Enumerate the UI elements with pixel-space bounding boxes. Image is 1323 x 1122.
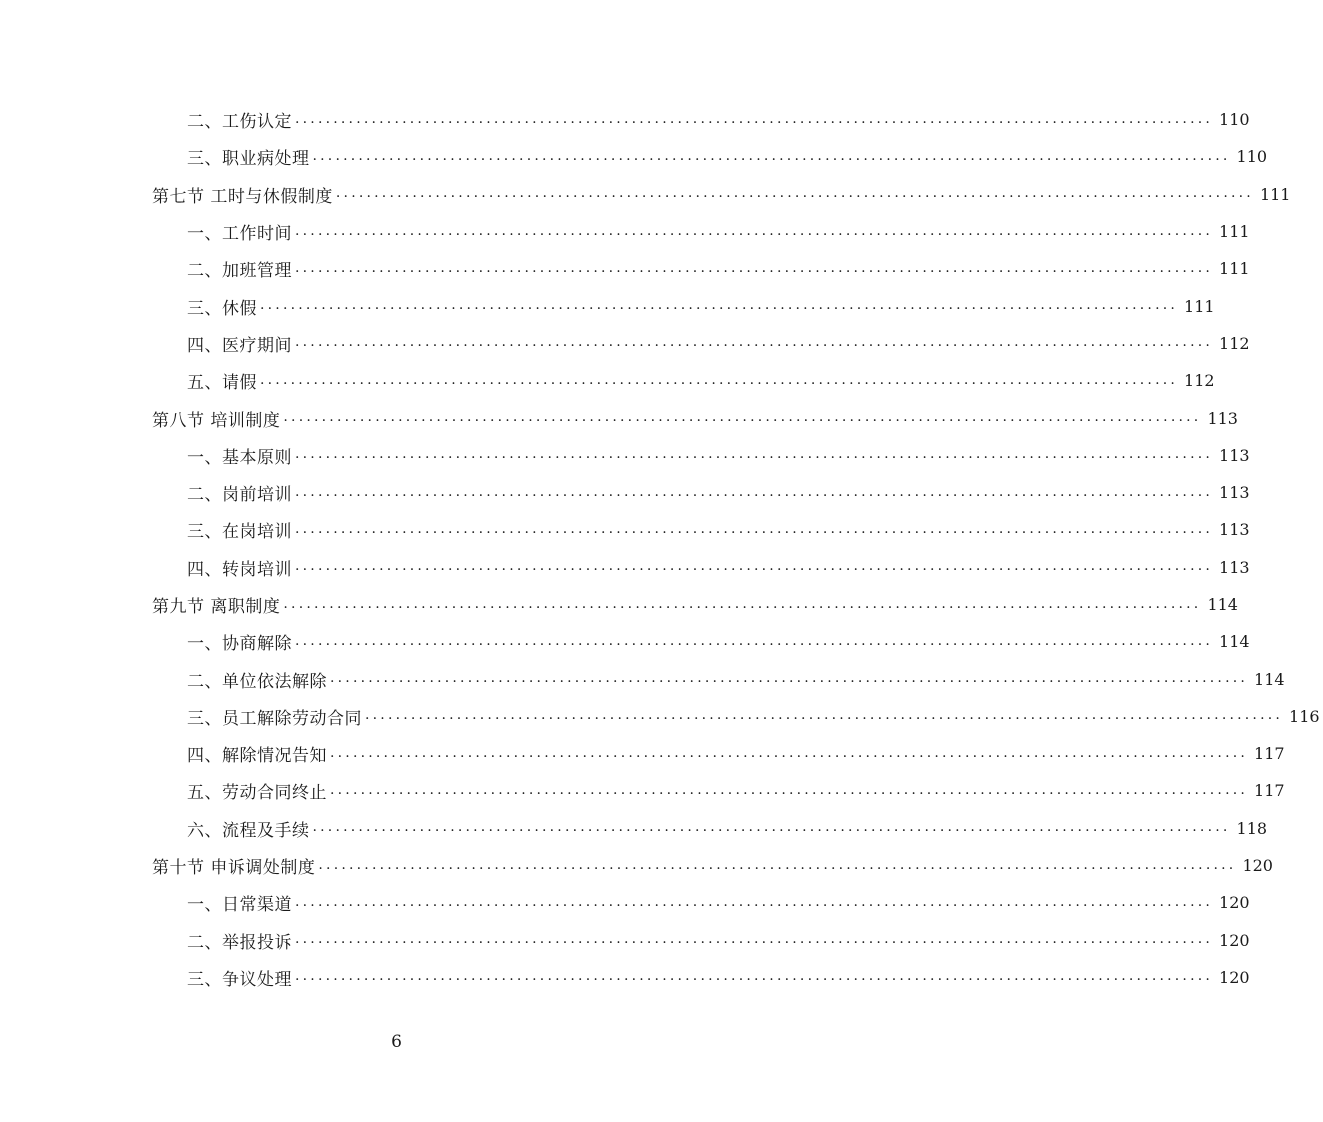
toc-entry-label: 三、争议处理 xyxy=(187,969,292,990)
dot-leader: ........................................................................................................................ xyxy=(295,446,1214,463)
toc-entry-page: 113 xyxy=(1219,557,1250,577)
dot-leader: ........................................................................................................................ xyxy=(295,520,1214,537)
dot-leader: ........................................................................................................................ xyxy=(260,371,1179,388)
toc-entry-label: 一、工作时间 xyxy=(187,224,292,245)
dot-leader: ........................................................................................................................ xyxy=(295,558,1214,575)
toc-section-entry[interactable] xyxy=(0,847,1273,884)
toc-section-label: 第七节 工时与休假制度 xyxy=(152,186,333,207)
toc-entry[interactable] xyxy=(0,474,1250,511)
toc-entry[interactable] xyxy=(0,101,1250,138)
toc-entry-page: 112 xyxy=(1184,371,1215,391)
toc-entry[interactable] xyxy=(0,549,1250,586)
page-number: 6 xyxy=(391,1032,402,1052)
table-of-contents xyxy=(0,101,1320,996)
toc-entry-label: 二、举报投诉 xyxy=(187,932,292,953)
toc-entry-label: 四、转岗培训 xyxy=(187,559,292,580)
toc-entry-page: 112 xyxy=(1219,333,1250,353)
toc-entry-page: 114 xyxy=(1254,669,1285,689)
toc-entry[interactable] xyxy=(0,810,1268,847)
toc-entry-label: 三、员工解除劳动合同 xyxy=(187,708,362,729)
toc-entry[interactable] xyxy=(0,138,1268,175)
toc-entry[interactable] xyxy=(0,660,1285,697)
toc-entry[interactable] xyxy=(0,362,1215,399)
toc-entry-label: 一、日常渠道 xyxy=(187,895,292,916)
toc-entry[interactable] xyxy=(0,698,1320,735)
toc-entry-page: 117 xyxy=(1254,781,1285,801)
toc-entry[interactable] xyxy=(0,623,1250,660)
dot-leader: ........................................................................................................................ xyxy=(295,110,1214,127)
dot-leader: ........................................................................................................................ xyxy=(335,185,1254,202)
dot-leader: ........................................................................................................................ xyxy=(330,670,1249,687)
dot-leader: ........................................................................................................................ xyxy=(283,595,1202,612)
dot-leader: ........................................................................................................................ xyxy=(295,334,1214,351)
toc-entry-page: 118 xyxy=(1236,818,1268,838)
toc-section-label: 第八节 培训制度 xyxy=(152,410,281,431)
dot-leader: ........................................................................................................................ xyxy=(330,744,1249,761)
toc-entry[interactable] xyxy=(0,735,1285,772)
toc-entry[interactable] xyxy=(0,922,1250,959)
toc-entry-label: 三、在岗培训 xyxy=(187,522,292,543)
toc-entry-page: 111 xyxy=(1184,296,1215,316)
dot-leader: ........................................................................................................................ xyxy=(283,409,1202,426)
toc-entry[interactable] xyxy=(0,250,1250,287)
toc-entry-label: 一、协商解除 xyxy=(187,634,292,655)
dot-leader: ........................................................................................................................ xyxy=(295,968,1214,985)
toc-entry-page: 113 xyxy=(1219,445,1250,465)
dot-leader: ........................................................................................................................ xyxy=(295,931,1214,948)
toc-entry-label: 二、单位依法解除 xyxy=(187,671,327,692)
toc-entry-page: 110 xyxy=(1219,110,1250,130)
toc-entry[interactable] xyxy=(0,772,1285,809)
toc-entry-page: 114 xyxy=(1219,632,1250,652)
toc-entry[interactable] xyxy=(0,325,1250,362)
toc-entry-page: 111 xyxy=(1219,259,1250,279)
dot-leader: ........................................................................................................................ xyxy=(295,222,1214,239)
toc-entry-page: 120 xyxy=(1242,856,1273,876)
toc-entry-label: 五、劳动合同终止 xyxy=(187,783,327,804)
dot-leader: ........................................................................................................................ xyxy=(295,483,1214,500)
toc-entry-page: 116 xyxy=(1289,706,1320,726)
toc-section-label: 第九节 离职制度 xyxy=(152,597,281,617)
dot-leader: ........................................................................................................................ xyxy=(312,819,1231,836)
toc-entry[interactable] xyxy=(0,884,1250,921)
dot-leader: ........................................................................................................................ xyxy=(260,297,1179,314)
toc-entry-label: 三、休假 xyxy=(187,298,257,319)
toc-entry-label: 二、工伤认定 xyxy=(187,112,292,133)
toc-entry-label: 二、岗前培训 xyxy=(187,485,292,506)
toc-entry[interactable] xyxy=(0,959,1250,996)
dot-leader: ........................................................................................................................ xyxy=(318,856,1237,873)
toc-entry[interactable] xyxy=(0,287,1215,324)
toc-entry-page: 120 xyxy=(1219,930,1250,950)
dot-leader: ........................................................................................................................ xyxy=(295,893,1214,910)
toc-entry-page: 117 xyxy=(1254,744,1285,764)
toc-section-label: 第十节 申诉调处制度 xyxy=(152,858,316,879)
toc-entry-page: 111 xyxy=(1219,222,1250,242)
toc-entry-page: 113 xyxy=(1219,520,1250,540)
toc-section-entry[interactable] xyxy=(0,176,1291,213)
dot-leader: ........................................................................................................................ xyxy=(295,259,1214,276)
toc-entry-label: 五、请假 xyxy=(187,373,257,394)
toc-entry[interactable] xyxy=(0,213,1250,250)
toc-entry[interactable] xyxy=(0,437,1250,474)
toc-entry-page: 113 xyxy=(1207,408,1238,428)
toc-entry-page: 111 xyxy=(1259,184,1291,204)
dot-leader: ........................................................................................................................ xyxy=(295,632,1214,649)
toc-entry-page: 113 xyxy=(1219,483,1250,503)
toc-entry-label: 六、流程及手续 xyxy=(187,820,310,841)
toc-entry-page: 114 xyxy=(1207,595,1238,614)
dot-leader: ........................................................................................................................ xyxy=(365,707,1284,724)
toc-entry-label: 四、医疗期间 xyxy=(187,335,292,356)
toc-entry-page: 120 xyxy=(1219,893,1250,913)
toc-entry-label: 四、解除情况告知 xyxy=(187,746,327,767)
dot-leader: ........................................................................................................................ xyxy=(312,147,1231,164)
toc-entry-label: 二、加班管理 xyxy=(187,261,292,282)
toc-section-entry[interactable] xyxy=(0,586,1238,623)
toc-entry-page: 110 xyxy=(1236,147,1268,167)
toc-entry-label: 三、职业病处理 xyxy=(187,149,310,170)
toc-entry-page: 120 xyxy=(1219,967,1250,987)
dot-leader: ........................................................................................................................ xyxy=(330,781,1249,798)
toc-section-entry[interactable] xyxy=(0,399,1238,436)
toc-entry[interactable] xyxy=(0,511,1250,548)
toc-entry-label: 一、基本原则 xyxy=(187,447,292,468)
